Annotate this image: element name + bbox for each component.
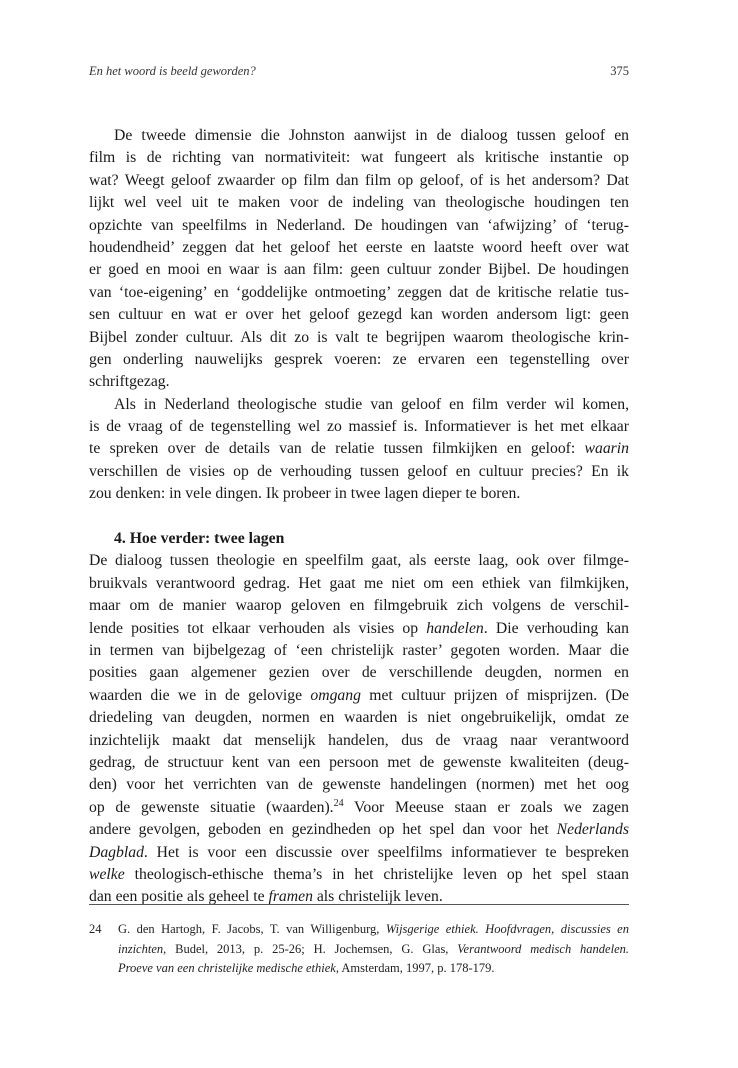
text-span: dan een positie als geheel te <box>89 888 269 906</box>
text-span: , Budel, 2013, p. 25-26; H. Jochemsen, G. Glas, <box>163 941 458 956</box>
text-line: zou denken: in vele dingen. Ik probeer in twee lagen dieper te boren. <box>89 485 521 503</box>
text-line: wat? Weegt geloof zwaarder op film dan film op geloof, of is het andersom? Dat <box>89 171 629 189</box>
text-span: te spreken over de details van de relatie tussen filmkijken en geloof: <box>89 440 585 458</box>
footnote-divider <box>89 904 629 905</box>
text-span: Voor Meeuse staan er zoals we zagen <box>343 798 629 816</box>
text-span: andere gevolgen, geboden en gezindheden op het spel dan voor het <box>89 821 557 839</box>
emphasis: Verantwoord medisch handelen. <box>457 941 629 956</box>
running-title: En het woord is beeld geworden? <box>89 64 256 78</box>
text-line <box>89 438 629 460</box>
emphasis: omgang <box>310 686 361 704</box>
text-line: houdendheid’ zeggen dat het geloof het eerste en laatste woord heeft over wat <box>89 238 629 256</box>
emphasis: Wijsgerige ethiek. Hoofdvragen, discussies en <box>385 922 629 936</box>
text-span: met cultuur prijzen of misprijzen. (De <box>360 686 629 704</box>
text-line: den) voor het verrichten van de gewenste handelingen (normen) met het oog <box>89 776 629 794</box>
text-line: van ‘toe-eigening’ en ‘goddelijke ontmoeting’ zeggen dat de kritische relatie tus- <box>89 283 629 301</box>
emphasis: Proeve van een christelijke medische ethiek <box>118 961 336 976</box>
text-line: gedrag, de structuur kent van een persoon met de gewenste kwaliteiten (deug- <box>89 753 629 771</box>
text-span: G. den Hartogh, F. Jacobs, T. van Willigenburg, <box>118 922 386 936</box>
text-line: posities gaan algemener gezien over de verschillende deugden, normen en <box>89 664 629 682</box>
text-line: opzichte van speelfilms in Nederland. De houdingen van ‘afwijzing’ of ‘terug- <box>89 216 629 234</box>
text-line <box>89 886 629 908</box>
text-line <box>89 864 629 886</box>
text-span: lende posities tot elkaar verhouden als visies op <box>89 619 427 637</box>
text-line: maar om de manier waarop geloven en filmgebruik zich volgens de verschil- <box>89 597 629 615</box>
footnote-text <box>118 920 629 979</box>
text-line: er goed en mooi en waar is aan film: geen cultuur zonder Bijbel. De houdingen <box>89 261 629 279</box>
emphasis: Nederlands <box>556 821 629 839</box>
emphasis: handelen <box>426 619 484 637</box>
footnote-line <box>118 920 629 940</box>
text-line <box>89 618 629 640</box>
text-span: waarden die we in de gelovige <box>89 686 311 704</box>
paragraph <box>89 394 629 506</box>
text-span: . Het is voor een discussie over speelfilms informatiever te bespreken <box>143 843 629 861</box>
text-line <box>89 819 629 841</box>
text-line: schriftgezag. <box>89 373 170 391</box>
text-span: als christelijk leven. <box>312 888 443 906</box>
text-line: lijkt wel veel uit te maken voor de indeling van theologische houdingen ten <box>89 194 629 212</box>
text-span: . Die verhouding kan <box>483 619 629 637</box>
text-span: theologisch-ethische thema’s in het christelijke leven op het spel staan <box>124 865 629 883</box>
text-line <box>89 842 629 864</box>
text-line: is de vraag of de tegenstelling wel zo massief is. Informatiever is het met elkaar <box>89 418 629 436</box>
emphasis: framen <box>268 888 313 906</box>
text-line: gen onderling nauwelijks gesprek voeren: ze ervaren een tegenstelling over <box>89 350 629 368</box>
text-line: inzichtelijk maakt dat menselijk handelen, dus de vraag naar verantwoord <box>89 731 629 749</box>
text-line: De dialoog tussen theologie en speelfilm gaat, als eerste laag, ook over filmge- <box>89 552 629 570</box>
emphasis: inzichten <box>118 941 164 956</box>
footnote-line <box>118 940 629 960</box>
footnote-number: 24 <box>89 922 102 936</box>
emphasis: waarin <box>584 440 629 458</box>
body-text <box>89 125 629 909</box>
text-line: Als in Nederland theologische studie van geloof en film verder wil komen, <box>114 395 629 413</box>
paragraph-gap <box>89 506 629 528</box>
footnote <box>89 920 629 979</box>
section-heading: 4. Hoe verder: twee lagen <box>114 530 285 548</box>
text-line: driedeling van deugden, normen en waarden is niet ongebruikelijk, omdat ze <box>89 709 629 727</box>
text-line: De tweede dimensie die Johnston aanwijst in de dialoog tussen geloof en <box>114 127 629 144</box>
page-number: 375 <box>610 64 629 78</box>
text-line <box>89 685 629 707</box>
text-line: verschillen de visies op de verhouding tussen geloof en cultuur precies? En ik <box>89 462 629 480</box>
text-line: bruikvals verantwoord gedrag. Het gaat me niet om een ethiek van filmkijken, <box>89 574 629 592</box>
text-line: film is de richting van normativiteit: wat fungeert als kritische instantie op <box>89 149 629 167</box>
paragraph <box>89 550 629 908</box>
text-span: , Amsterdam, 1997, p. 178-179. <box>335 961 495 976</box>
footnote-line <box>118 959 629 979</box>
text-line: Bijbel zonder cultuur. Als dit zo is valt te begrijpen waarom theologische krin- <box>89 328 629 346</box>
paragraph <box>89 125 629 394</box>
emphasis: welke <box>89 865 125 883</box>
text-line: in termen van bijbelgezag of ‘een christelijk raster’ gegoten worden. Maar die <box>89 641 629 659</box>
text-span: op de gewenste situatie (waarden). <box>89 798 334 816</box>
emphasis: Dagblad <box>89 843 144 861</box>
text-line <box>89 797 629 819</box>
footnote-reference[interactable]: 24 <box>333 797 344 809</box>
text-line: sen cultuur en wat er over het geloof gezegd kan worden andersom ligt: geen <box>89 306 629 324</box>
